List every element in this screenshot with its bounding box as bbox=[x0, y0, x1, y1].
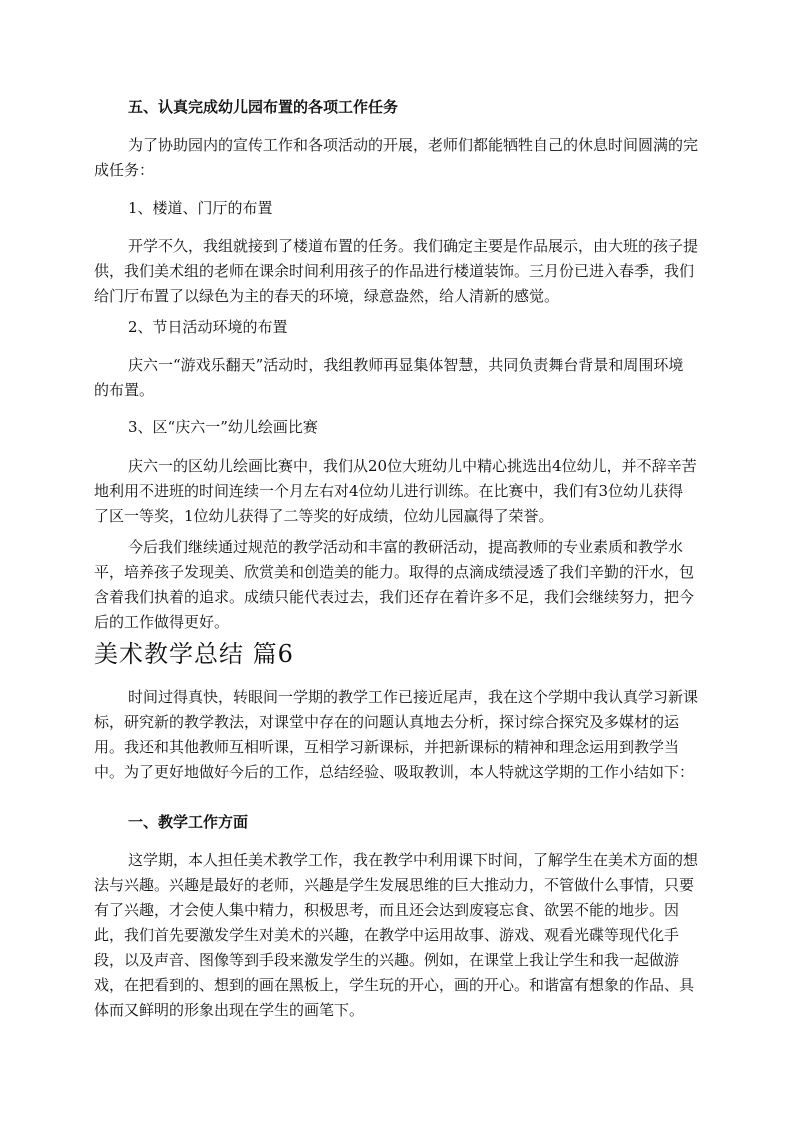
item3-text: 庆六一的区幼儿绘画比赛中，我们从20位大班幼儿中精心挑选出4位幼儿，并不辞辛苦地利用不进班的时间连续一个月左右对4位幼儿进行训练。在比赛中，我们有3位幼儿获得了区一等奖，1位幼儿获得了二等奖的好成绩，位幼儿园赢得了荣誉。 bbox=[94, 457, 697, 525]
item2-text: 庆六一“游戏乐翻天”活动时，我组教师再显集体智慧，共同负责舞台背景和周围环境的布置。 bbox=[94, 356, 684, 399]
item1-text: 开学不久，我组就接到了楼道布置的任务。我们确定主要是作品展示，由大班的孩子提供，我们美术组的老师在课余时间利用孩子的作品进行楼道装饰。三月份已进入春季，我们给门厅布置了以绿色为主的春天的环境，绿意盎然，给人清新的感觉。 bbox=[94, 237, 699, 305]
teaching-heading: 一、教学工作方面 bbox=[128, 813, 249, 831]
section5-heading: 五、认真完成幼儿园布置的各项工作任务 bbox=[128, 98, 399, 116]
article-title: 美术教学总结 篇6 bbox=[94, 640, 294, 668]
article-intro: 时间过得真快，转眼间一学期的教学工作已接近尾声，我在这个学期中我认真学习新课标，研究新的教学教法，对课堂中存在的问题认真地去分析，探讨综合探究及多媒材的运用。我还和其他教师互相听课，互相学习新课标，并把新课标的精神和理念运用到教学当中。为了更好地做好今后的工作，总结经验、吸取教训，本人特就这学期的工作小结如下： bbox=[94, 688, 699, 781]
item1-title: 1、楼道、门厅的布置 bbox=[128, 199, 273, 217]
teaching-paragraph: 这学期，本人担任美术教学工作，我在教学中利用课下时间，了解学生在美术方面的想法与兴趣。兴趣是最好的老师，兴趣是学生发展思维的巨大推动力，不管做什么事情，只要有了兴趣，才会使人集中精力，积极思考，而且还会达到废寝忘食、欲罢不能的地步。因此，我们首先要激发学生对美术的兴趣，在教学中运用故事、游戏、观看光碟等现代化手段，以及声音、图像等到手段来激发学生的兴趣。例如，在课堂上我让学生和我一起做游戏，在把看到的、想到的画在黑板上，学生玩的开心，画的开心。和谐富有想象的作品、具体而又鲜明的形象出现在学生的画笔下。 bbox=[94, 851, 699, 1019]
item2-title: 2、节日活动环境的布置 bbox=[128, 318, 288, 336]
item3-title: 3、区“庆六一”幼儿绘画比赛 bbox=[128, 418, 318, 436]
section5-intro: 为了协助园内的宣传工作和各项活动的开展，老师们都能牺牲自己的休息时间圆满的完成任务： bbox=[94, 136, 699, 179]
section5-closing: 今后我们继续通过规范的教学活动和丰富的教研活动，提高教师的专业素质和教学水平，培养孩子发现美、欣赏美和创造美的能力。取得的点滴成绩浸透了我们辛勤的汗水，包含着我们执着的追求。成绩只能代表过去，我们还存在着许多不足，我们会继续努力，把今后的工作做得更好。 bbox=[94, 538, 695, 631]
